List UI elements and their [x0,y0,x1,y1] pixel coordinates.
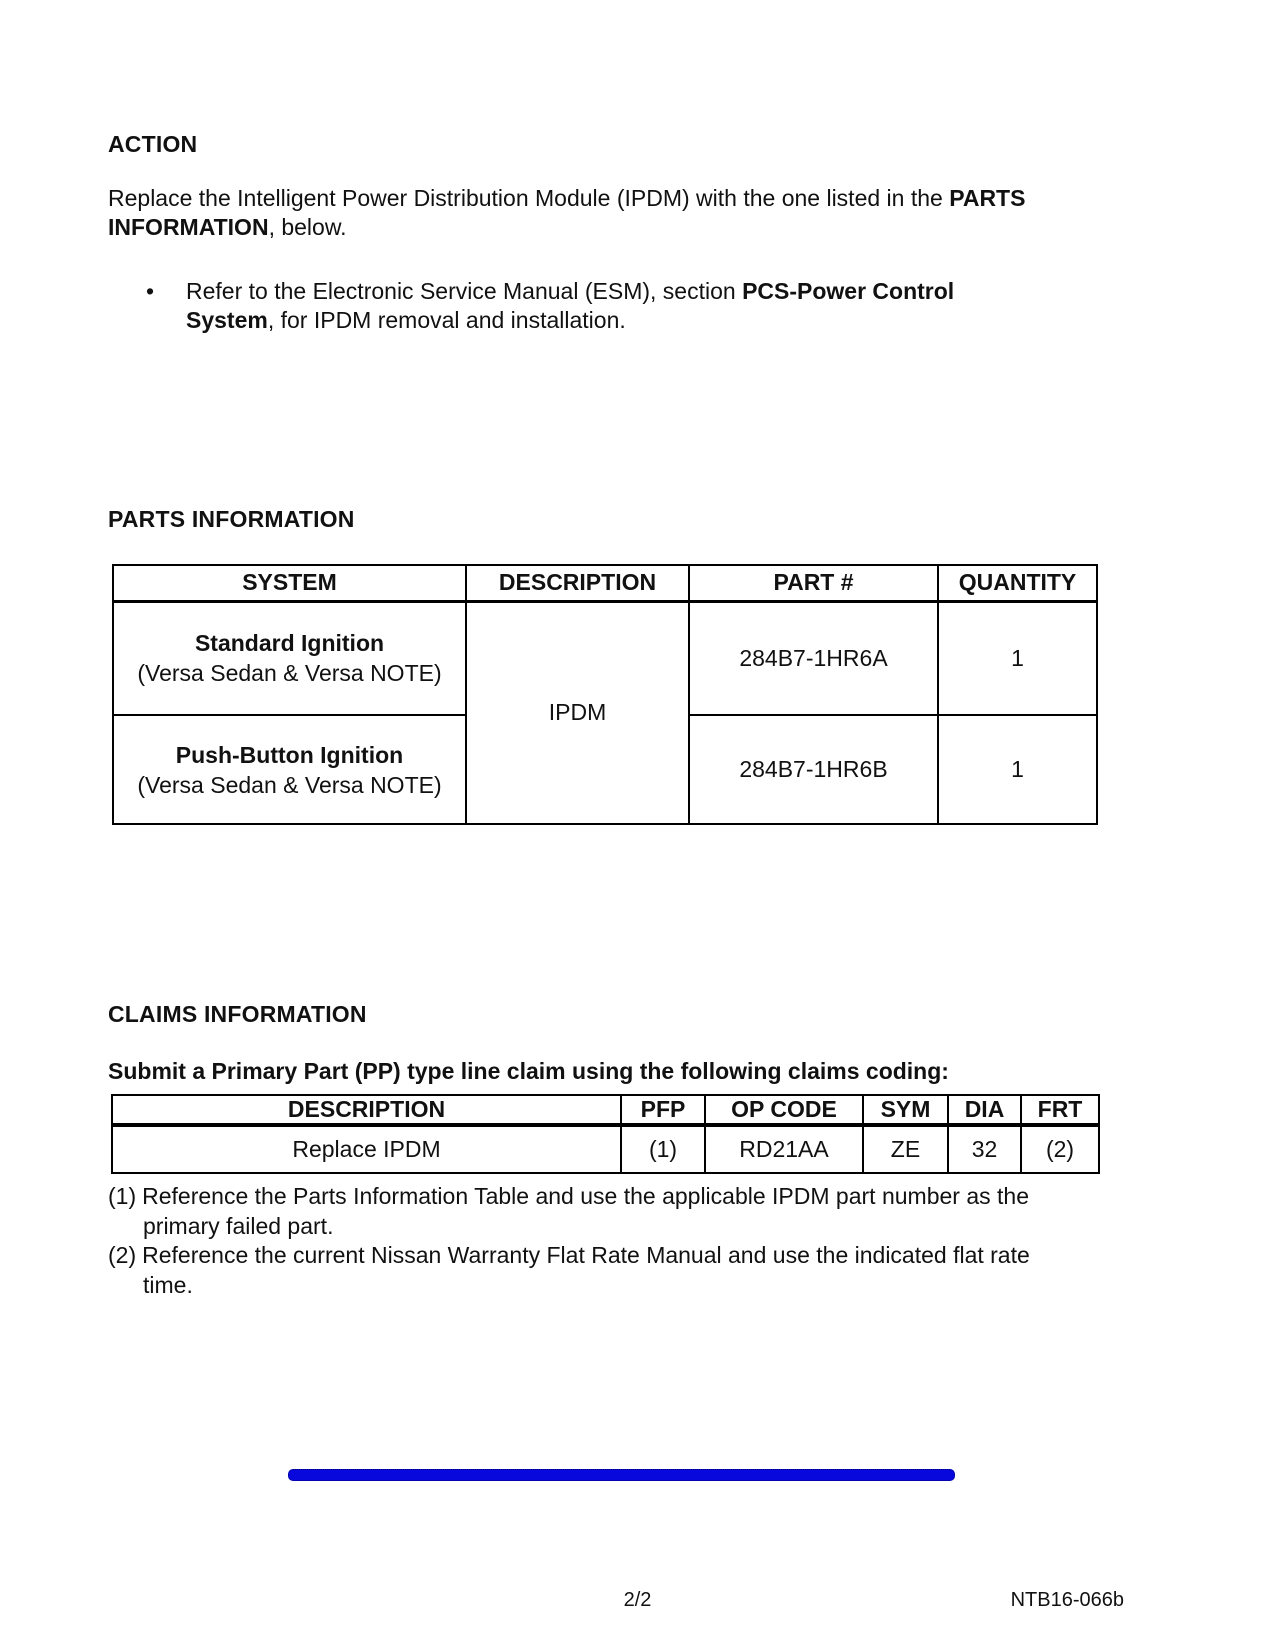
column-header-frt: FRT [1021,1095,1099,1125]
system-note: (Versa Sedan & Versa NOTE) [137,771,442,798]
action-paragraph-text-end: , below. [268,214,347,240]
description-cell: IPDM [466,601,689,824]
action-heading: ACTION [108,131,198,157]
column-header-system: SYSTEM [113,565,466,601]
part-number-cell: 284B7-1HR6A [689,601,938,715]
claims-information-table [111,1094,1100,1174]
claims-op-code-cell: RD21AA [705,1125,863,1173]
footnote-marker: (2) [108,1242,137,1268]
claims-frt-cell: (2) [1021,1125,1099,1173]
table-row [113,601,1097,715]
claims-dia-cell: 32 [948,1125,1021,1173]
bulletin-number: NTB16-066b [1010,1589,1124,1611]
column-header-part-number: PART # [689,565,938,601]
claims-sym-cell: ZE [863,1125,948,1173]
footnote-text: Reference the current Nissan Warranty Flat Rate Manual and use the indicated flat rate time. [142,1242,1030,1298]
action-paragraph-bold-ref: PARTS INFORMATION [108,185,1026,240]
action-paragraph [108,184,1088,242]
system-cell [113,715,466,824]
footnote-marker: (1) [108,1183,137,1209]
column-header-description: DESCRIPTION [466,565,689,601]
column-header-op-code: OP CODE [705,1095,863,1125]
column-header-sym: SYM [863,1095,948,1125]
quantity-cell: 1 [938,715,1097,824]
claims-table-header-row [112,1095,1099,1125]
column-header-dia: DIA [948,1095,1021,1125]
bullet-text [186,277,1026,335]
page-number: 2/2 [623,1589,652,1611]
bullet-text-end: , for IPDM removal and installation. [267,307,626,333]
action-paragraph-text: Replace the Intelligent Power Distribution Module (IPDM) with the one listed in the [108,185,950,211]
bullet-text-start: Refer to the Electronic Service Manual (ESM), section [186,278,743,304]
bullet-icon: • [146,278,155,304]
bullet-text-bold-ref: PCS-Power Control System [186,278,955,333]
footnote-2 [108,1241,1043,1300]
parts-table-header-row [113,565,1097,601]
footnote-1 [108,1182,1043,1241]
action-bullet-item [146,277,1026,335]
column-header-pfp: PFP [621,1095,705,1125]
quantity-cell: 1 [938,601,1097,715]
parts-information-table [112,564,1098,825]
column-header-description: DESCRIPTION [112,1095,621,1125]
column-header-quantity: QUANTITY [938,565,1097,601]
section-divider [288,1469,955,1481]
claims-description-cell: Replace IPDM [112,1125,621,1173]
part-number-cell: 284B7-1HR6B [689,715,938,824]
system-cell [113,601,466,715]
claims-information-heading: CLAIMS INFORMATION [108,1001,367,1027]
table-row [112,1125,1099,1173]
system-name: Push-Button Ignition [175,741,404,768]
claims-footnotes [108,1182,1043,1300]
parts-information-heading: PARTS INFORMATION [108,506,355,532]
claims-pfp-cell: (1) [621,1125,705,1173]
claims-intro-text: Submit a Primary Part (PP) type line claim using the following claims coding: [108,1058,949,1084]
footnote-text: Reference the Parts Information Table and use the applicable IPDM part number as the primary failed part. [142,1183,1029,1239]
system-name: Standard Ignition [194,630,385,657]
system-note: (Versa Sedan & Versa NOTE) [137,660,442,687]
